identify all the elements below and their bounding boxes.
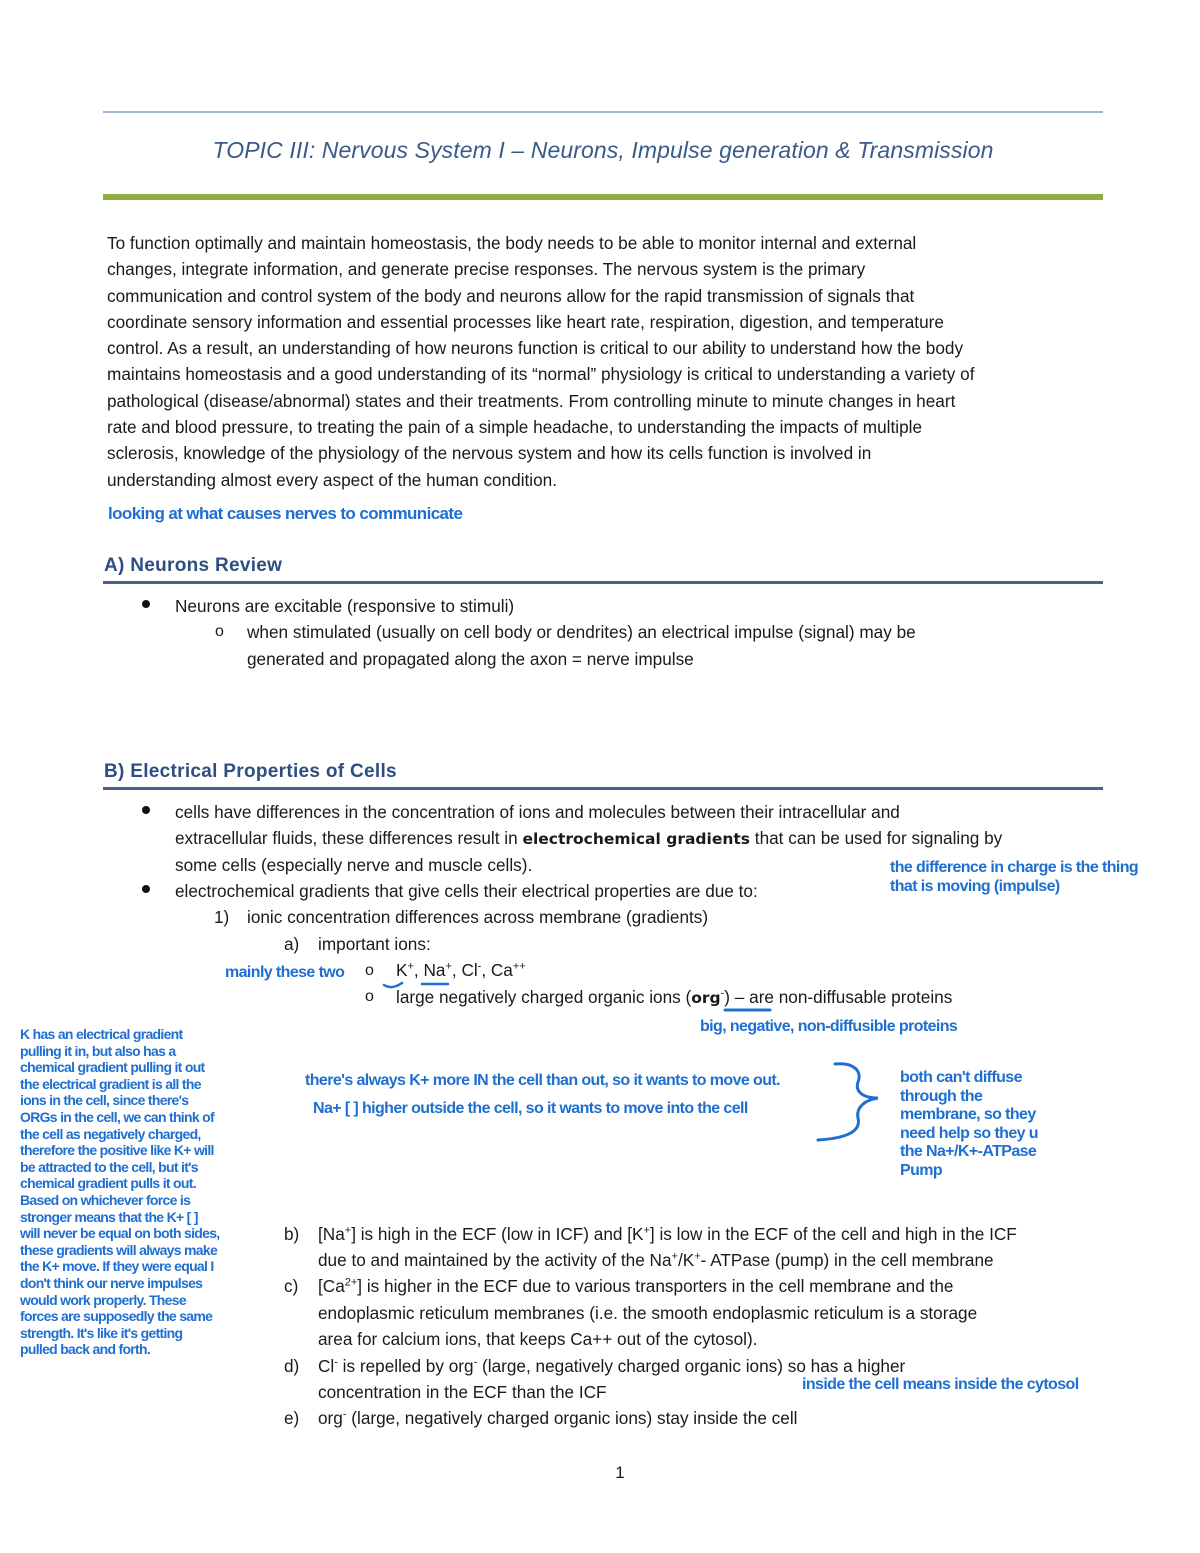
superscript: +	[407, 960, 414, 973]
note-line: chemical gradient pulls it out.	[20, 1175, 196, 1192]
text-run: large negatively charged organic ions (	[396, 987, 692, 1007]
brace-icon	[818, 1064, 878, 1140]
note-line: the Na+/K+-ATPase	[900, 1143, 1037, 1160]
section-a-heading: A) Neurons Review	[104, 555, 283, 576]
intro-line: understanding almost every aspect of the human condition.	[107, 469, 558, 490]
note-line: membrane, so they	[900, 1106, 1036, 1123]
note-line: will never be equal on both sides,	[20, 1225, 220, 1242]
note-cytosol: inside the cell means inside the cytosol	[802, 1376, 1079, 1393]
note-line: stronger means that the K+ [ ]	[20, 1208, 198, 1225]
ion-cl: , Cl	[451, 960, 478, 980]
intro-line: changes, integrate information, and generate precise responses. The nervous system is the primary	[107, 259, 866, 280]
superscript: +	[671, 1250, 678, 1263]
text-run: Cl	[318, 1356, 335, 1376]
text-run: is repelled by org	[337, 1356, 474, 1376]
bullet-icon	[142, 600, 150, 608]
text-run: ] is high in the ECF (low in ICF) and [K	[351, 1224, 644, 1244]
bold-term: electrochemical gradients	[522, 830, 751, 848]
note-line: Pump	[900, 1161, 943, 1179]
note-line: that is moving (impulse)	[890, 878, 1060, 895]
ion-k: K	[396, 960, 408, 980]
superscript: -	[342, 1408, 347, 1421]
sub-bullet-icon: o	[215, 623, 224, 640]
text-run: ) – are non-diffusable proteins	[724, 987, 953, 1007]
superscript: -	[334, 1356, 338, 1369]
list-text	[318, 1273, 953, 1299]
text-run: ] is higher in the ECF due to various transporters in the cell membrane and the	[357, 1276, 954, 1296]
list-letter: e)	[284, 1408, 300, 1428]
note-line: strength. It's like it's getting	[20, 1324, 183, 1341]
note-line: ORGs in the cell, we can think of	[20, 1108, 214, 1125]
note-mainly: mainly these two	[225, 964, 345, 981]
section-b-rule	[103, 787, 1103, 790]
intro-paragraph	[107, 230, 1107, 493]
bullet-text: cells have differences in the concentration of ions and molecules between their intracellular and	[175, 802, 900, 822]
note-line: pulling it in, but also has a	[20, 1042, 176, 1059]
superscript: 2+	[344, 1276, 358, 1289]
top-rule	[103, 111, 1103, 113]
note-line: pulled back and forth.	[20, 1341, 151, 1358]
intro-line: communication and control system of the body and neurons allow for the rapid transmission of signals that	[107, 285, 915, 306]
bullet-text: Neurons are excitable (responsive to stimuli)	[175, 596, 515, 616]
intro-line: pathological (disease/abnormal) states and their treatments. From controlling minute to minute changes in heart	[107, 390, 956, 411]
sub-bullet-icon: o	[365, 962, 374, 979]
intro-line: maintains homeostasis and a good understanding of its “normal” physiology is critical to understanding a variety of	[107, 364, 975, 385]
bullet-icon	[142, 885, 150, 893]
superscript: ++	[512, 960, 526, 973]
note-line: through the	[900, 1087, 983, 1105]
note-line: the cell as negatively charged,	[20, 1125, 201, 1142]
intro-line: control. As a result, an understanding of how neurons function is critical to our ability to understand how the body	[107, 338, 964, 359]
superscript: +	[445, 960, 452, 973]
sub-bullet-icon: o	[365, 988, 374, 1005]
text-run: (large, negatively charged organic ions) stay inside the cell	[346, 1408, 798, 1428]
note-left-margin	[20, 1026, 219, 1358]
bullet-icon	[142, 806, 150, 814]
list-letter: a)	[284, 934, 300, 954]
note-line: K has an electrical gradient	[20, 1026, 183, 1042]
list-text	[318, 1247, 994, 1273]
text-run: - ATPase (pump) in the cell membrane	[700, 1250, 994, 1270]
note-proteins: big, negative, non-diffusible proteins	[700, 1018, 958, 1035]
text-run: [Ca	[318, 1276, 345, 1296]
text-run: ] is low in the ECF of the cell and high in the ICF	[649, 1224, 1017, 1244]
superscript: -	[477, 960, 482, 973]
page-number: 1	[615, 1463, 625, 1482]
list-text	[318, 1221, 1017, 1247]
ions-line	[396, 957, 526, 983]
list-letter: b)	[284, 1224, 300, 1244]
sub-bullet-text: generated and propagated along the axon = nerve impulse	[247, 649, 694, 669]
intro-line: rate and blood pressure, to treating the pain of a simple headache, to understanding the impacts of multiple	[107, 417, 923, 438]
note-line: the difference in charge is the thing	[890, 859, 1139, 876]
superscript: -	[473, 1356, 478, 1369]
text-run: due to and maintained by the activity of the Na	[318, 1250, 672, 1270]
note-line: don't think our nerve impulses	[20, 1274, 203, 1291]
text-run: (large, negatively charged organic ions) so has a higher	[477, 1356, 906, 1376]
bullet-text-line	[175, 825, 1002, 852]
note-line: chemical gradient pulling it out	[20, 1059, 205, 1076]
note-naplus: Na+ [ ] higher outside the cell, so it wants to move into the cell	[313, 1100, 748, 1117]
note-line: the electrical gradient is all the	[20, 1075, 201, 1092]
text-run: that can be used for signaling by	[750, 828, 1003, 848]
list-letter: d)	[284, 1356, 300, 1376]
superscript: -	[720, 987, 725, 1000]
note-line: Based on whichever force is	[20, 1191, 191, 1208]
section-b-heading: B) Electrical Properties of Cells	[104, 761, 397, 782]
note-kplus: there's always K+ more IN the cell than out, so it wants to move out.	[305, 1072, 780, 1089]
note-line: be attracted to the cell, but it's	[20, 1158, 198, 1175]
note-line: these gradients will always make	[20, 1241, 218, 1258]
note-line: therefore the positive like K+ will	[20, 1142, 214, 1159]
note-line: need help so they u	[900, 1124, 1038, 1142]
list-letter: c)	[284, 1276, 299, 1296]
superscript: +	[694, 1250, 701, 1263]
text-run: org	[318, 1408, 343, 1428]
text-run: ,	[413, 960, 424, 980]
note-line: ions in the cell, since there's	[20, 1092, 189, 1109]
section-a-rule	[103, 581, 1103, 584]
list-text: ionic concentration differences across membrane (gradients)	[247, 907, 709, 927]
bullet-text-line: some cells (especially nerve and muscle cells).	[175, 855, 533, 875]
text-run: /K	[677, 1250, 695, 1270]
text-run: extracellular fluids, these differences result in	[175, 828, 523, 848]
sub-bullet-text: when stimulated (usually on cell body or dendrites) an electrical impulse (signal) may be	[247, 622, 916, 642]
note-pump	[900, 1069, 1038, 1180]
title-underline-bar	[103, 194, 1103, 200]
superscript: +	[643, 1224, 650, 1237]
note-charge	[890, 858, 1138, 896]
intro-line: coordinate sensory information and essential processes like heart rate, respiration, digestion, and temperature	[107, 311, 944, 332]
ion-ca: , Ca	[481, 960, 513, 980]
list-text	[318, 1405, 797, 1431]
bullet-text: electrochemical gradients that give cells their electrical properties are due to:	[175, 881, 758, 901]
intro-line: sclerosis, knowledge of the physiology of the nervous system and how its cells function is involved in	[107, 443, 872, 464]
list-text: important ions:	[318, 934, 431, 954]
note-line: would work properly. These	[20, 1291, 186, 1308]
list-text: area for calcium ions, that keeps Ca++ out of the cytosol).	[318, 1329, 758, 1349]
text-run: [Na	[318, 1224, 345, 1244]
bold-term: org	[691, 989, 721, 1007]
org-line	[396, 984, 952, 1011]
ion-na: Na	[423, 960, 446, 980]
note-line: the K+ move. If they were equal I	[20, 1258, 214, 1275]
list-number: 1)	[214, 907, 230, 927]
superscript: +	[344, 1224, 352, 1237]
page-title: TOPIC III: Nervous System I – Neurons, Impulse generation & Transmission	[212, 137, 994, 163]
note-intro: looking at what causes nerves to communicate	[108, 504, 463, 523]
note-line: both can't diffuse	[900, 1069, 1022, 1086]
intro-line: To function optimally and maintain homeostasis, the body needs to be able to monitor internal and external	[107, 233, 917, 253]
list-text: endoplasmic reticulum membranes (i.e. the smooth endoplasmic reticulum is a storage	[318, 1303, 978, 1323]
note-line: forces are supposedly the same	[20, 1308, 213, 1325]
list-text: concentration in the ECF than the ICF	[318, 1382, 607, 1402]
